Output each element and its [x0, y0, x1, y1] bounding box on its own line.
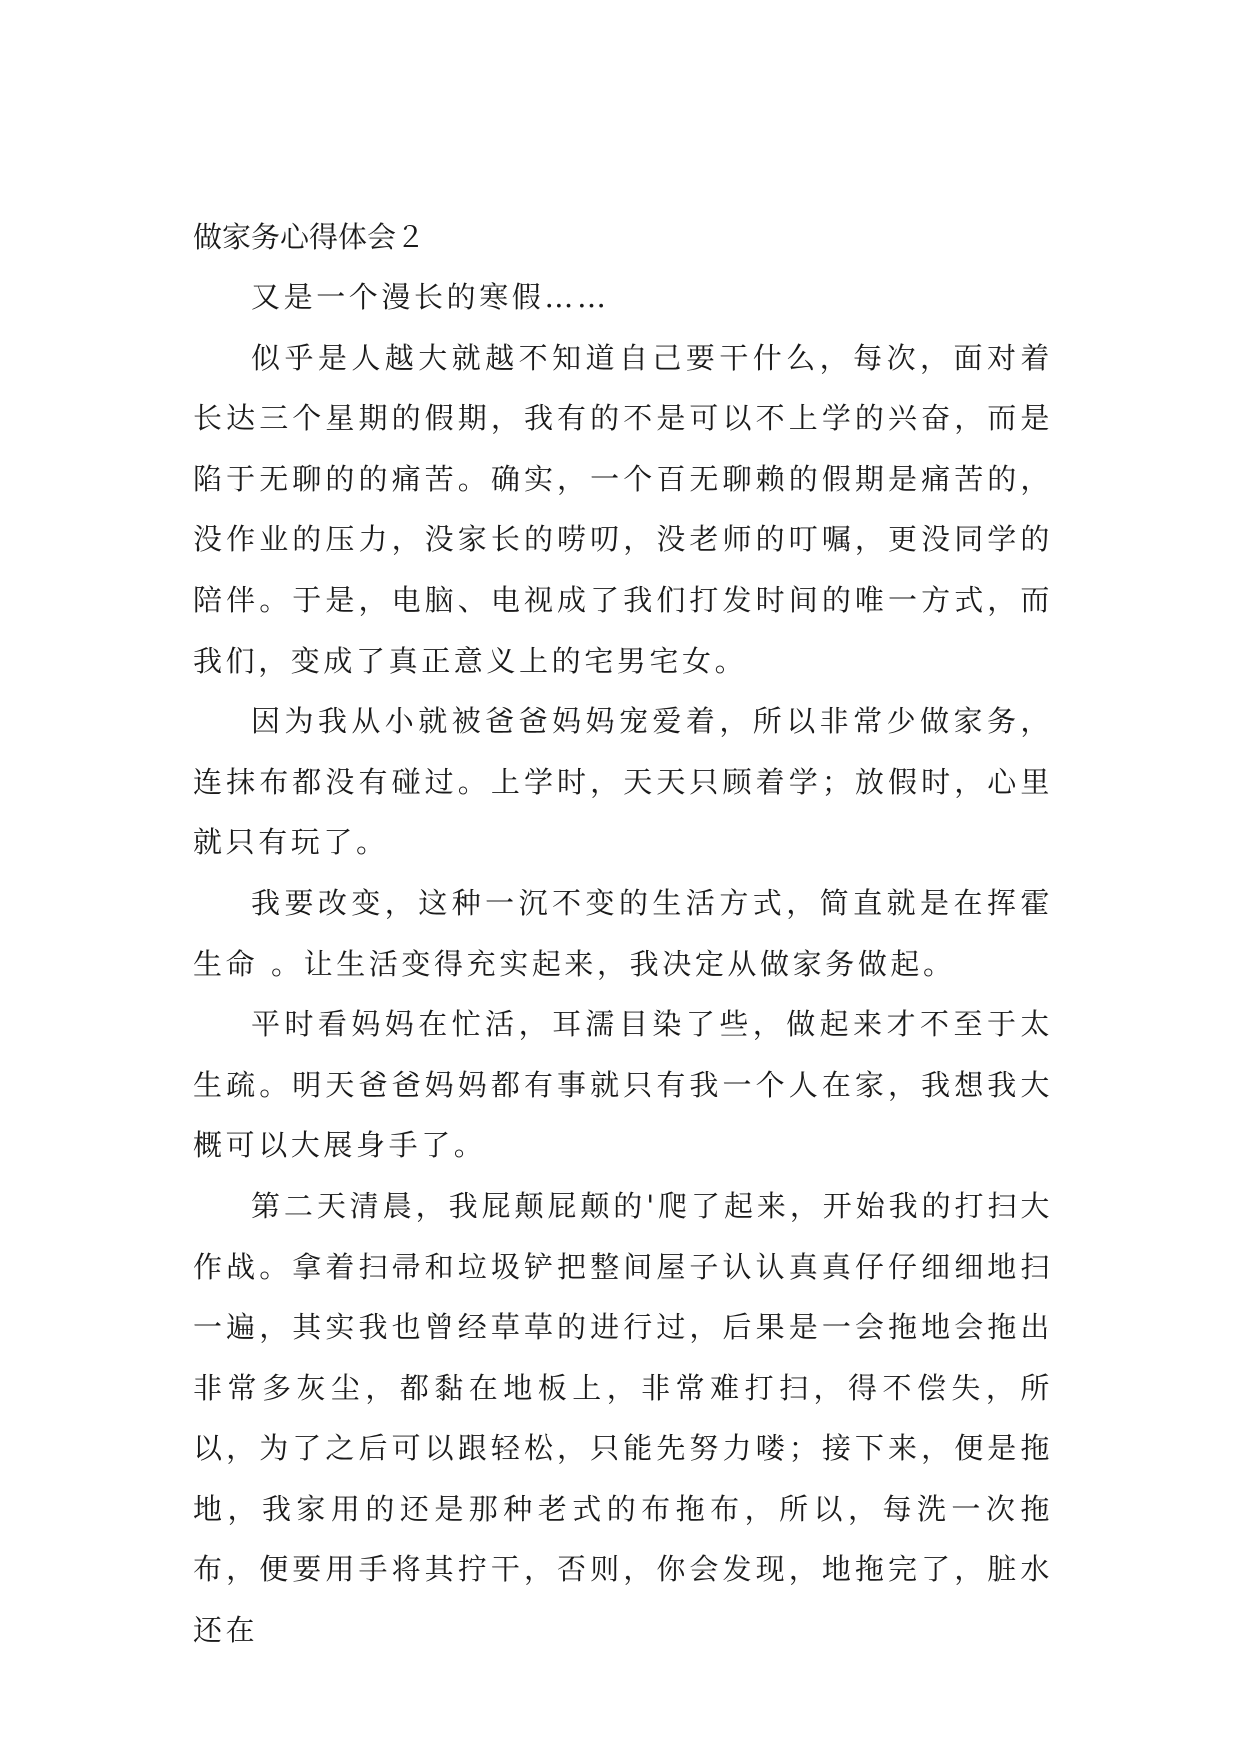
document-body	[193, 207, 1053, 1661]
document-title: 做家务心得体会２	[193, 220, 426, 254]
paragraph-5: 平时看妈妈在忙活，耳濡目染了些，做起来才不至于太生疏。明天爸爸妈妈都有事就只有我一个人在家，我想我大概可以大展身手了。	[193, 1007, 1053, 1163]
paragraph-1: 又是一个漫长的寒假……	[251, 280, 610, 314]
paragraph-4: 我要改变，这种一沉不变的生活方式，简直就是在挥霍生命 。让生活变得充实起来，我决定从做家务做起。	[193, 885, 1053, 981]
paragraph-3: 因为我从小就被爸爸妈妈宠爱着，所以非常少做家务，连抹布都没有碰过。上学时，天天只顾着学；放假时，心里就只有玩了。	[193, 704, 1053, 860]
paragraph-2: 似乎是人越大就越不知道自己要干什么，每次，面对着长达三个星期的假期，我有的不是可以不上学的兴奋，而是陷于无聊的的痛苦。确实，一个百无聊赖的假期是痛苦的，没作业的压力，没家长的唠叨，没老师的叮嘱，更没同学的陪伴。于是，电脑、电视成了我们打发时间的唯一方式，而我们，变成了真正意义上的宅男宅女。	[193, 340, 1053, 678]
paragraph-6: 第二天清晨，我屁颠屁颠的'爬了起来，开始我的打扫大作战。拿着扫帚和垃圾铲把整间屋子认认真真仔仔细细地扫一遍，其实我也曾经草草的进行过，后果是一会拖地会拖出非常多灰尘，都黏在地板上，非常难打扫，得不偿失，所以，为了之后可以跟轻松，只能先努力喽；接下来，便是拖地，我家用的还是那种老式的布拖布，所以，每洗一次拖布，便要用手将其拧干，否则，你会发现，地拖完了，脏水还在	[193, 1188, 1053, 1648]
